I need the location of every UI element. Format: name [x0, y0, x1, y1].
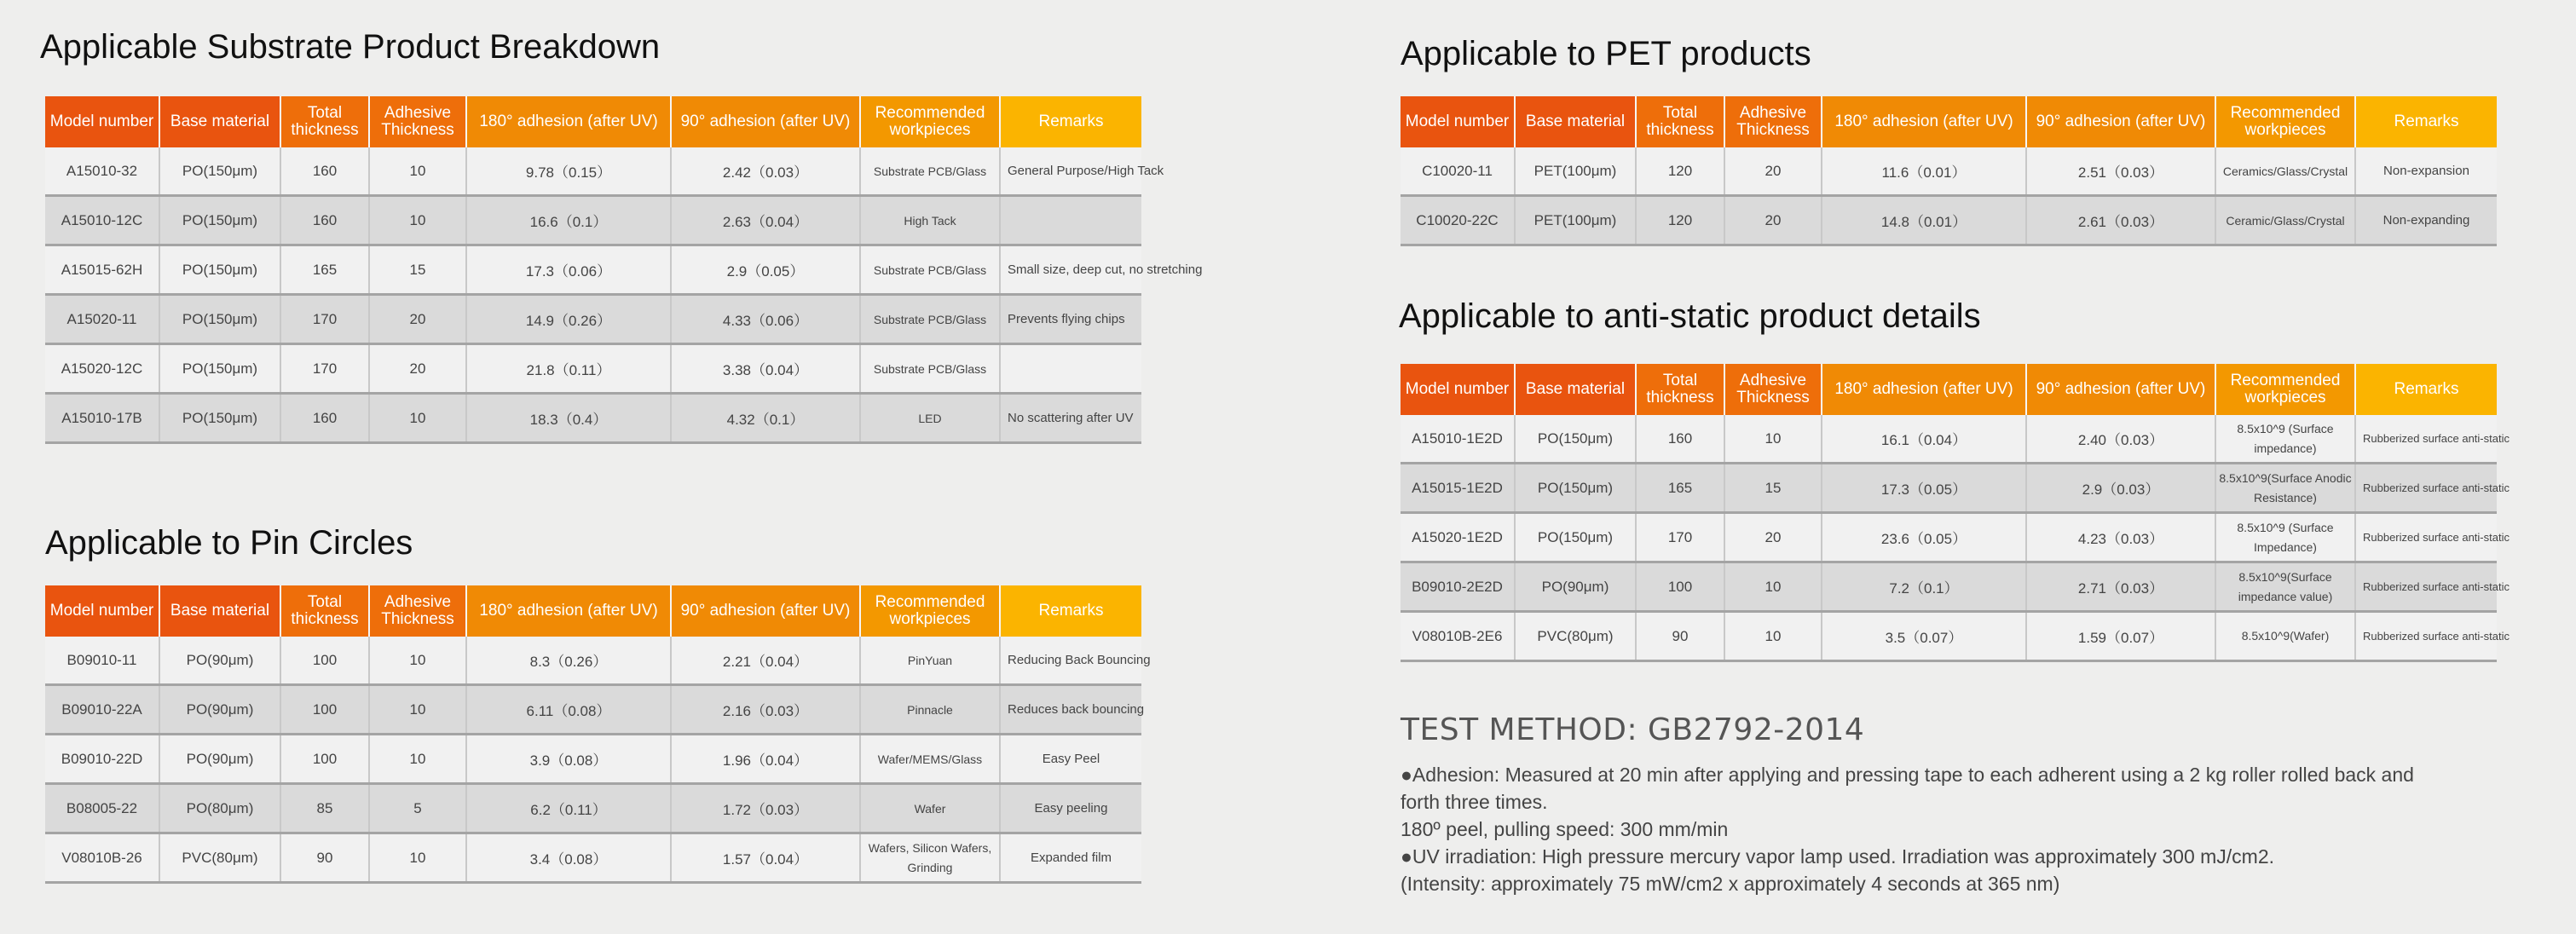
cell-adh90: 1.72（0.03）	[671, 784, 860, 833]
cell-model: B08005-22	[45, 784, 159, 833]
substrate-table	[45, 96, 1203, 444]
test-method-line: forth three times.	[1401, 791, 1548, 813]
column-header-remarks: Remarks	[2355, 96, 2497, 147]
cell-adh90: 4.23（0.03）	[2026, 513, 2215, 562]
cell-model: A15010-17B	[45, 394, 159, 443]
cell-remarks: Rubberized surface anti-static	[2355, 562, 2497, 612]
table-row	[1401, 562, 2497, 612]
cell-total: 90	[1636, 612, 1724, 661]
cell-remarks: Reducing Back Bouncing	[1000, 637, 1141, 685]
cell-base: PO(150μm)	[1515, 415, 1636, 464]
cell-remarks: Prevents flying chips	[1000, 295, 1141, 344]
column-header-remarks: Remarks	[1000, 585, 1141, 637]
cell-base: PO(90μm)	[1515, 562, 1636, 612]
cell-total: 100	[280, 735, 369, 784]
cell-adhesive: 10	[369, 685, 466, 735]
cell-model: A15015-62H	[45, 245, 159, 295]
cell-adh180: 8.3（0.26）	[466, 637, 671, 685]
cell-adhesive: 10	[369, 637, 466, 685]
table-row	[45, 833, 1141, 883]
cell-model: V08010B-2E6	[1401, 612, 1515, 661]
cell-remarks: Non-expanding	[2355, 196, 2497, 245]
cell-model: C10020-22C	[1401, 196, 1515, 245]
cell-adh90: 1.59（0.07）	[2026, 612, 2215, 661]
cell-adh180: 9.78（0.15）	[466, 147, 671, 196]
test-method-line: ●Adhesion: Measured at 20 min after applying and pressing tape to each adherent using a 2 kg roller rolled back and	[1401, 764, 2414, 786]
cell-remarks	[1000, 196, 1141, 245]
cell-base: PET(100μm)	[1515, 147, 1636, 196]
cell-remarks: No scattering after UV	[1000, 394, 1141, 443]
cell-total: 100	[1636, 562, 1724, 612]
column-header-total: Total thickness	[1636, 364, 1724, 415]
column-header-total: Total thickness	[280, 96, 369, 147]
column-header-base: Base material	[159, 96, 280, 147]
test-method-line: 180º peel, pulling speed: 300 mm/min	[1401, 818, 1729, 840]
pin-title: Applicable to Pin Circles	[45, 524, 413, 562]
column-header-adhesive: Adhesive Thickness	[369, 585, 466, 637]
column-header-adh90: 90° adhesion (after UV)	[671, 96, 860, 147]
cell-remarks: Rubberized surface anti-static	[2355, 612, 2497, 661]
table-row	[45, 784, 1141, 833]
antistatic-title: Applicable to anti-static product details	[1399, 297, 1981, 335]
cell-adh180: 14.9（0.26）	[466, 295, 671, 344]
test-method-title: TEST METHOD: GB2792-2014	[1401, 712, 1865, 747]
table-row	[45, 147, 1141, 196]
table-row	[45, 394, 1141, 443]
column-header-adh180: 180° adhesion (after UV)	[466, 96, 671, 147]
cell-adh90: 2.61（0.03）	[2026, 196, 2215, 245]
column-header-base: Base material	[1515, 364, 1636, 415]
cell-adhesive: 10	[369, 394, 466, 443]
cell-workpieces: Substrate PCB/Glass	[860, 147, 1000, 196]
cell-base: PO(80μm)	[159, 784, 280, 833]
cell-workpieces: 8.5x10^9(Surface Anodic Resistance)	[2215, 464, 2355, 513]
column-header-base: Base material	[159, 585, 280, 637]
cell-remarks: Easy Peel	[1000, 735, 1141, 784]
table-row	[45, 245, 1141, 295]
cell-adh180: 16.1（0.04）	[1822, 415, 2026, 464]
cell-adh90: 2.40（0.03）	[2026, 415, 2215, 464]
cell-remarks: Rubberized surface anti-static	[2355, 513, 2497, 562]
cell-adhesive: 20	[369, 295, 466, 344]
cell-total: 120	[1636, 147, 1724, 196]
cell-adh180: 3.5（0.07）	[1822, 612, 2026, 661]
table-header-row	[45, 96, 1141, 147]
table-row	[1401, 147, 2497, 196]
table-row	[45, 637, 1141, 685]
cell-adhesive: 20	[1724, 513, 1822, 562]
cell-base: PO(150μm)	[159, 295, 280, 344]
column-header-adh90: 90° adhesion (after UV)	[671, 585, 860, 637]
cell-remarks: Rubberized surface anti-static	[2355, 415, 2497, 464]
cell-total: 100	[280, 685, 369, 735]
cell-adh90: 1.96（0.04）	[671, 735, 860, 784]
cell-adh90: 2.9（0.03）	[2026, 464, 2215, 513]
cell-workpieces: Substrate PCB/Glass	[860, 295, 1000, 344]
table-row	[45, 295, 1141, 344]
cell-workpieces: Wafer	[860, 784, 1000, 833]
cell-total: 160	[1636, 415, 1724, 464]
cell-remarks	[1000, 344, 1141, 394]
cell-model: V08010B-26	[45, 833, 159, 883]
test-method	[1401, 712, 2560, 897]
column-header-workpieces: Recommended workpieces	[2215, 364, 2355, 415]
column-header-adhesive: Adhesive Thickness	[1724, 364, 1822, 415]
column-header-base: Base material	[1515, 96, 1636, 147]
cell-adh90: 3.38（0.04）	[671, 344, 860, 394]
cell-adh90: 4.32（0.1）	[671, 394, 860, 443]
column-header-total: Total thickness	[1636, 96, 1724, 147]
cell-adh90: 2.16（0.03）	[671, 685, 860, 735]
cell-total: 170	[280, 344, 369, 394]
cell-workpieces: 8.5x10^9 (Surface impedance)	[2215, 415, 2355, 464]
cell-total: 160	[280, 394, 369, 443]
pet-table	[1401, 96, 2497, 246]
cell-workpieces: Ceramic/Glass/Crystal	[2215, 196, 2355, 245]
table-row	[1401, 464, 2497, 513]
cell-model: B09010-22D	[45, 735, 159, 784]
column-header-remarks: Remarks	[1000, 96, 1141, 147]
cell-total: 165	[1636, 464, 1724, 513]
cell-adh180: 14.8（0.01）	[1822, 196, 2026, 245]
cell-total: 90	[280, 833, 369, 883]
cell-model: A15020-1E2D	[1401, 513, 1515, 562]
cell-model: A15010-32	[45, 147, 159, 196]
antistatic-table	[1401, 364, 2510, 662]
test-method-line: ●UV irradiation: High pressure mercury vapor lamp used. Irradiation was approximately 300 mJ/cm2.	[1401, 845, 2275, 868]
cell-adhesive: 15	[1724, 464, 1822, 513]
cell-remarks: Small size, deep cut, no stretching	[1000, 245, 1141, 295]
column-header-adh90: 90° adhesion (after UV)	[2026, 364, 2215, 415]
column-header-model: Model number	[45, 96, 159, 147]
cell-adh90: 4.33（0.06）	[671, 295, 860, 344]
pin-table	[45, 585, 1151, 884]
cell-adh180: 6.2（0.11）	[466, 784, 671, 833]
cell-adh180: 7.2（0.1）	[1822, 562, 2026, 612]
cell-adh180: 16.6（0.1）	[466, 196, 671, 245]
cell-total: 85	[280, 784, 369, 833]
cell-adh180: 3.4（0.08）	[466, 833, 671, 883]
cell-workpieces: Substrate PCB/Glass	[860, 344, 1000, 394]
table-row	[45, 196, 1141, 245]
cell-remarks: Easy peeling	[1000, 784, 1141, 833]
column-header-adhesive: Adhesive Thickness	[369, 96, 466, 147]
cell-model: A15020-11	[45, 295, 159, 344]
column-header-workpieces: Recommended workpieces	[2215, 96, 2355, 147]
cell-model: A15020-12C	[45, 344, 159, 394]
cell-remarks: Expanded film	[1000, 833, 1141, 883]
cell-base: PO(150μm)	[159, 196, 280, 245]
substrate-title: Applicable Substrate Product Breakdown	[40, 28, 661, 66]
cell-remarks: Reduces back bouncing	[1000, 685, 1141, 735]
cell-base: PVC(80μm)	[159, 833, 280, 883]
cell-workpieces: Pinnacle	[860, 685, 1000, 735]
cell-base: PET(100μm)	[1515, 196, 1636, 245]
cell-base: PVC(80μm)	[1515, 612, 1636, 661]
cell-workpieces: High Tack	[860, 196, 1000, 245]
cell-adh90: 2.21（0.04）	[671, 637, 860, 685]
table-row	[45, 735, 1141, 784]
table-header-row	[45, 585, 1141, 637]
cell-adh90: 2.71（0.03）	[2026, 562, 2215, 612]
cell-base: PO(90μm)	[159, 637, 280, 685]
cell-workpieces: 8.5x10^9(Surface impedance value)	[2215, 562, 2355, 612]
cell-total: 100	[280, 637, 369, 685]
cell-total: 160	[280, 147, 369, 196]
cell-adh180: 17.3（0.06）	[466, 245, 671, 295]
cell-adh180: 23.6（0.05）	[1822, 513, 2026, 562]
column-header-model: Model number	[1401, 364, 1515, 415]
column-header-adhesive: Adhesive Thickness	[1724, 96, 1822, 147]
cell-base: PO(150μm)	[1515, 464, 1636, 513]
table-row	[45, 344, 1141, 394]
cell-model: C10020-11	[1401, 147, 1515, 196]
cell-adhesive: 20	[1724, 196, 1822, 245]
column-header-adh180: 180° adhesion (after UV)	[1822, 96, 2026, 147]
table-row	[1401, 612, 2497, 661]
cell-base: PO(150μm)	[1515, 513, 1636, 562]
column-header-workpieces: Recommended workpieces	[860, 585, 1000, 637]
cell-workpieces: Wafers, Silicon Wafers, Grinding	[860, 833, 1000, 883]
cell-adhesive: 20	[369, 344, 466, 394]
cell-adh180: 18.3（0.4）	[466, 394, 671, 443]
table-row	[45, 685, 1141, 735]
cell-base: PO(150μm)	[159, 147, 280, 196]
cell-workpieces: 8.5x10^9(Wafer)	[2215, 612, 2355, 661]
cell-adh180: 17.3（0.05）	[1822, 464, 2026, 513]
cell-adhesive: 10	[1724, 415, 1822, 464]
cell-adhesive: 20	[1724, 147, 1822, 196]
cell-base: PO(90μm)	[159, 735, 280, 784]
cell-total: 170	[1636, 513, 1724, 562]
cell-workpieces: LED	[860, 394, 1000, 443]
column-header-total: Total thickness	[280, 585, 369, 637]
cell-total: 120	[1636, 196, 1724, 245]
cell-adh180: 21.8（0.11）	[466, 344, 671, 394]
cell-adh180: 11.6（0.01）	[1822, 147, 2026, 196]
cell-adhesive: 5	[369, 784, 466, 833]
table-row	[1401, 513, 2497, 562]
cell-workpieces: 8.5x10^9 (Surface Impedance)	[2215, 513, 2355, 562]
cell-remarks: Non-expansion	[2355, 147, 2497, 196]
cell-adhesive: 10	[369, 196, 466, 245]
column-header-adh180: 180° adhesion (after UV)	[1822, 364, 2026, 415]
cell-remarks: General Purpose/High Tack	[1000, 147, 1141, 196]
cell-model: A15010-12C	[45, 196, 159, 245]
column-header-adh90: 90° adhesion (after UV)	[2026, 96, 2215, 147]
cell-adh90: 2.42（0.03）	[671, 147, 860, 196]
table-header-row	[1401, 96, 2497, 147]
table-row	[1401, 415, 2497, 464]
cell-adhesive: 10	[1724, 612, 1822, 661]
cell-total: 165	[280, 245, 369, 295]
cell-workpieces: Substrate PCB/Glass	[860, 245, 1000, 295]
cell-model: A15015-1E2D	[1401, 464, 1515, 513]
column-header-workpieces: Recommended workpieces	[860, 96, 1000, 147]
column-header-model: Model number	[1401, 96, 1515, 147]
cell-remarks: Rubberized surface anti-static	[2355, 464, 2497, 513]
cell-workpieces: PinYuan	[860, 637, 1000, 685]
cell-total: 160	[280, 196, 369, 245]
cell-adhesive: 10	[369, 833, 466, 883]
column-header-adh180: 180° adhesion (after UV)	[466, 585, 671, 637]
cell-base: PO(150μm)	[159, 245, 280, 295]
cell-base: PO(150μm)	[159, 394, 280, 443]
cell-adhesive: 15	[369, 245, 466, 295]
cell-adh180: 3.9（0.08）	[466, 735, 671, 784]
cell-adh90: 2.51（0.03）	[2026, 147, 2215, 196]
cell-adh180: 6.11（0.08）	[466, 685, 671, 735]
column-header-remarks: Remarks	[2355, 364, 2497, 415]
cell-model: B09010-2E2D	[1401, 562, 1515, 612]
table-row	[1401, 196, 2497, 245]
cell-adhesive: 10	[369, 147, 466, 196]
cell-adh90: 1.57（0.04）	[671, 833, 860, 883]
cell-adhesive: 10	[369, 735, 466, 784]
cell-adhesive: 10	[1724, 562, 1822, 612]
test-method-line: (Intensity: approximately 75 mW/cm2 x approximately 4 seconds at 365 nm)	[1401, 873, 2060, 895]
pet-title: Applicable to PET products	[1401, 35, 1811, 72]
cell-model: A15010-1E2D	[1401, 415, 1515, 464]
cell-model: B09010-22A	[45, 685, 159, 735]
cell-workpieces: Wafer/MEMS/Glass	[860, 735, 1000, 784]
cell-base: PO(150μm)	[159, 344, 280, 394]
cell-workpieces: Ceramics/Glass/Crystal	[2215, 147, 2355, 196]
cell-base: PO(90μm)	[159, 685, 280, 735]
cell-adh90: 2.9（0.05）	[671, 245, 860, 295]
table-header-row	[1401, 364, 2497, 415]
cell-adh90: 2.63（0.04）	[671, 196, 860, 245]
column-header-model: Model number	[45, 585, 159, 637]
cell-total: 170	[280, 295, 369, 344]
cell-model: B09010-11	[45, 637, 159, 685]
